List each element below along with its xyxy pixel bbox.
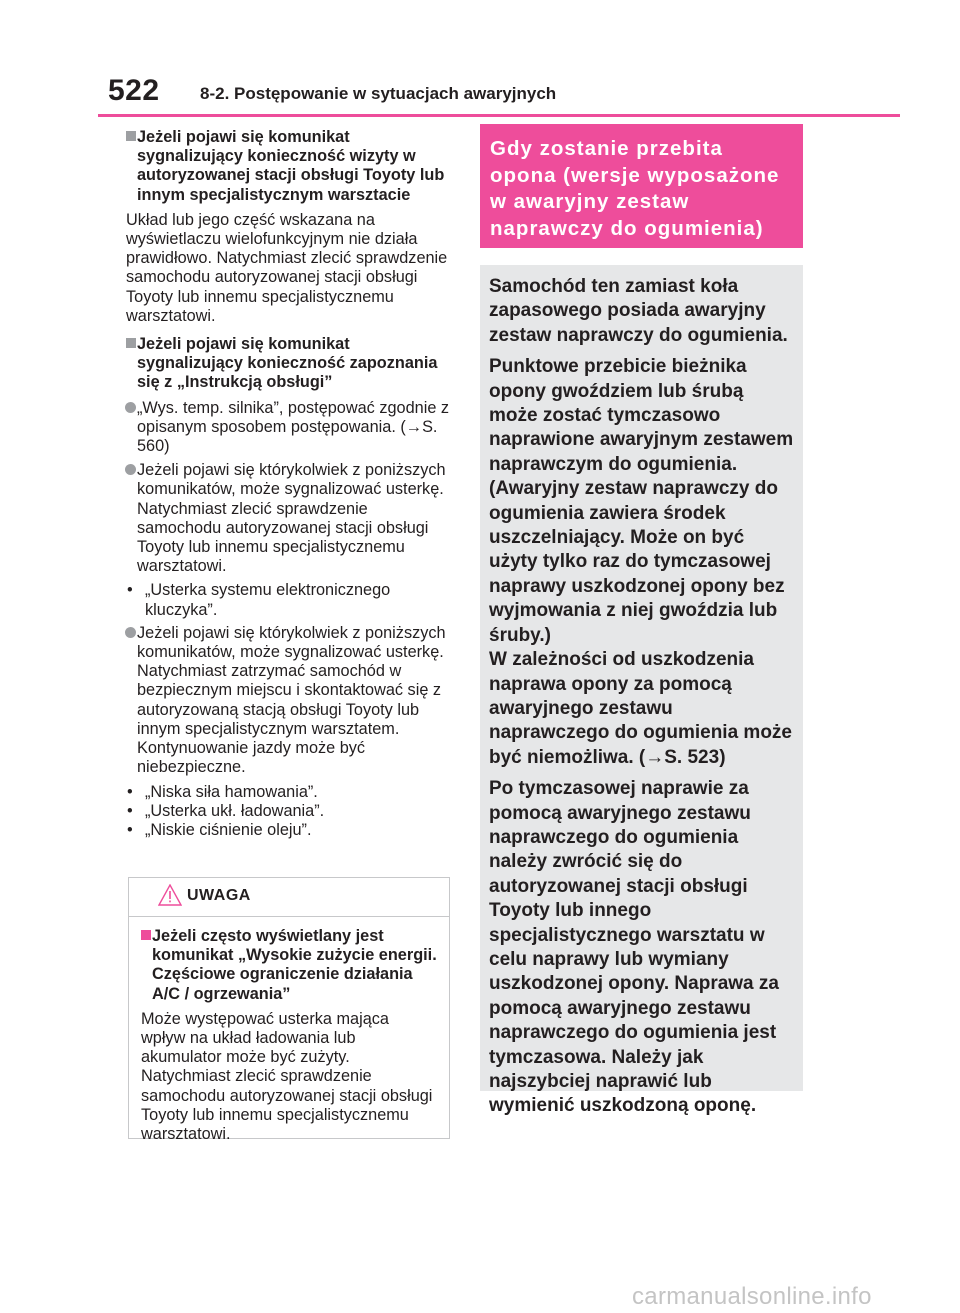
warning-body: [129, 917, 449, 1144]
info-damage-text: W zależności od uszkodzenia naprawa opony za pomocą awaryjnego zestawu naprawczego do ogumienia może być niemożliwa. (→S. 523): [489, 649, 792, 768]
info-box-repair-kit: [480, 265, 803, 1117]
bullet-key-system: • „Usterka systemu elektronicznego kluczyka”.: [118, 581, 452, 619]
warning-text: Może występować usterka mająca wpływ na układ ładowania lub akumulator może być zużyty. Natychmiast zlecić sprawdzenie samochodu autoryzowanej stacji obsługi Toyoty lub innemu specjalistycznemu warsztatowi.: [141, 1009, 433, 1144]
warning-box: [128, 877, 450, 1144]
info-puncture-text: Punktowe przebicie bieżnika opony gwoździem lub śrubą może zostać tymczasowo naprawione awaryjnym zestawem naprawczym do ogumienia. (Awaryjny zestaw naprawczy do ogumienia zawiera środek uszczelniający. Może on być użyty tylko raz do tymczasowej naprawy uszkodzonej opony bez wyjmowania z niej gwoździa lub śruby.): [489, 356, 794, 646]
list-item-engine-temp: „Wys. temp. silnika”, postępować zgodnie z opisanym sposobem postępowania. (→S. 560): [118, 399, 452, 457]
bullet-brake-force: • „Niska siła hamowania”.: [118, 783, 452, 802]
warning-header: [129, 878, 449, 917]
warning-label: UWAGA: [187, 887, 251, 904]
list-item-stop-messages: Jeżeli pojawi się którykolwiek z poniższych komunikatów, może sygnalizować usterkę. Natychmiast zatrzymać samochód w bezpiecznym miejscu i skontaktować się z autoryzowaną stacją obsługi Toyoty lub innym specjalistycznym warsztatem. Kontynuowanie jazdy może być niebezpieczne.: [118, 624, 452, 778]
heading-system-message: Jeżeli pojawi się komunikat sygnalizujący konieczność wizyty w autoryzowanej stacji obsługi Toyoty lub innym specjalistycznym warsztacie: [118, 128, 452, 205]
section-title: 8-2. Postępowanie w sytuacjach awaryjnych: [200, 84, 557, 103]
list-item-service-messages: Jeżeli pojawi się którykolwiek z poniższych komunikatów, może sygnalizować usterkę. Natychmiast zlecić sprawdzenie samochodu autoryzowanej stacji obsługi Toyoty lub innemu specjalistycznemu warsztatowi.: [118, 461, 452, 576]
warning-triangle-icon: [158, 884, 182, 911]
watermark: carmanualsonline.info: [632, 1283, 872, 1310]
info-paragraph-after-repair: Po tymczasowej naprawie za pomocą awaryjnego zestawu naprawczego do ogumienia należy zwrócić się do autoryzowanej stacji obsługi Toyoty lub innego specjalistycznego warsztatu w celu naprawy lub wymiany uszkodzonej opony. Naprawa za pomocą awaryjnego zestawu naprawczego do ogumienia jest tymczasowa. Należy jak najszybciej naprawić lub wymienić uszkodzoną oponę.: [489, 778, 779, 1117]
bullet-charging-system: • „Usterka ukł. ładowania”.: [118, 802, 452, 821]
paragraph-system-message: Układ lub jego część wskazana na wyświetlaczu wielofunkcyjnym nie działa prawidłowo. Natychmiast zlecić sprawdzenie samochodu autoryzowanej stacji obsługi Toyoty lub innemu specjalistycznemu warsztatowi.: [126, 210, 448, 325]
section-banner-flat-tire: Gdy zostanie przebita opona (wersje wyposażone w awaryjny zestaw naprawczy do ogumienia): [480, 124, 803, 248]
info-paragraph-spare: Samochód ten zamiast koła zapasowego posiada awaryjny zestaw naprawczy do ogumienia.: [489, 276, 788, 346]
header-divider: [98, 114, 900, 117]
bullet-oil-pressure: • „Niskie ciśnienie oleju”.: [118, 821, 452, 840]
left-column: [118, 128, 452, 840]
page-header: [0, 0, 960, 120]
warning-heading: Jeżeli często wyświetlany jest komunikat „Wysokie zużycie energii. Częściowe ograniczenie działania A/C / ogrzewania”: [135, 927, 437, 1004]
info-paragraph-puncture: [489, 355, 795, 770]
page-number: 522: [108, 74, 160, 107]
heading-manual-message: Jeżeli pojawi się komunikat sygnalizujący konieczność zapoznania się z „Instrukcją obsługi”: [118, 335, 452, 393]
